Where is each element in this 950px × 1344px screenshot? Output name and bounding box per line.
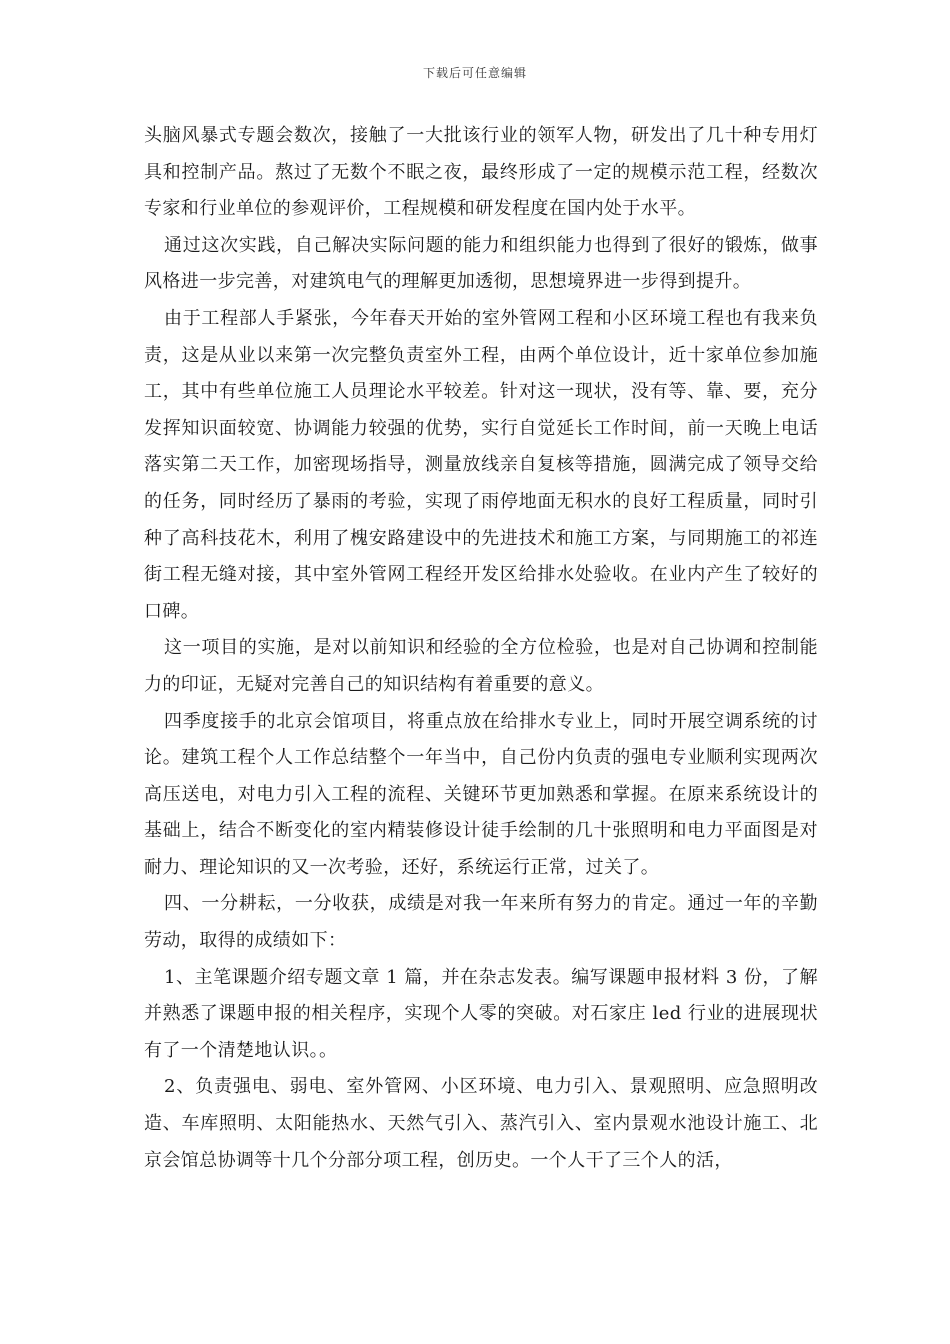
paragraph-practice: 通过这次实践，自己解决实际问题的能力和组织能力也得到了很好的锻炼，做事风格进一步完善，对建筑电气的理解更加透彻，思想境界进一步得到提升。 bbox=[144, 234, 818, 293]
paragraph-project-significance: 这一项目的实施，是对以前知识和经验的全方位检验，也是对自己协调和控制能力的印证，无疑对完善自己的知识结构有着重要的意义。 bbox=[144, 637, 818, 695]
paragraph-achievement-2: 2、负责强电、弱电、室外管网、小区环境、电力引入、景观照明、应急照明改造、车库照明、太阳能热水、天然气引入、蒸汽引入、室内景观水池设计施工、北京会馆总协调等十几个分部分项工程，创历史。一个人干了三个人的活， bbox=[144, 1076, 818, 1171]
paragraph-beijing-project: 四季度接手的北京会馆项目，将重点放在给排水专业上，同时开展空调系统的讨论。建筑工程个人工作总结整个一年当中，自己份内负责的强电专业顺利实现两次高压送电，对电力引入工程的流程、关键环节更加熟悉和掌握。在原来系统设计的基础上，结合不断变化的室内精装修设计徒手绘制的几十张照明和电力平面图是对耐力、理论知识的又一次考验，还好，系统运行正常，过关了。 bbox=[144, 710, 818, 878]
document-body bbox=[144, 118, 818, 1179]
paragraph-achievement-1: 1、主笔课题介绍专题文章 1 篇，并在杂志发表。编写课题申报材料 3 份，了解并熟悉了课题申报的相关程序，实现个人零的突破。对石家庄 led 行业的进展现状有了一个清楚地认识。。 bbox=[144, 966, 818, 1061]
paragraph-outdoor-project: 由于工程部人手紧张，今年春天开始的室外管网工程和小区环境工程也有我来负责，这是从业以来第一次完整负责室外工程，由两个单位设计，近十家单位参加施工，其中有些单位施工人员理论水平较差。针对这一现状，没有等、靠、要，充分发挥知识面较宽、协调能力较强的优势，实行自觉延长工作时间，前一天晚上电话落实第二天工作，加密现场指导，测量放线亲自复核等措施，圆满完成了领导交给的任务，同时经历了暴雨的考验，实现了雨停地面无积水的良好工程质量，同时引种了高科技花木，利用了槐安路建设中的先进技术和施工方案，与同期施工的祁连街工程无缝对接，其中室外管网工程经开发区给排水处验收。在业内产生了较好的口碑。 bbox=[144, 307, 818, 622]
paragraph-continued: 头脑风暴式专题会数次，接触了一大批该行业的领军人物，研发出了几十种专用灯具和控制产品。熬过了无数个不眠之夜，最终形成了一定的规模示范工程，经数次专家和行业单位的参观评价，工程规模和研发程度在国内处于水平。 bbox=[144, 125, 818, 220]
page-header: 下载后可任意编辑 bbox=[422, 66, 527, 80]
paragraph-achievements-heading: 四、一分耕耘，一分收获，成绩是对我一年来所有努力的肯定。通过一年的辛勤劳动，取得的成绩如下： bbox=[144, 893, 818, 952]
